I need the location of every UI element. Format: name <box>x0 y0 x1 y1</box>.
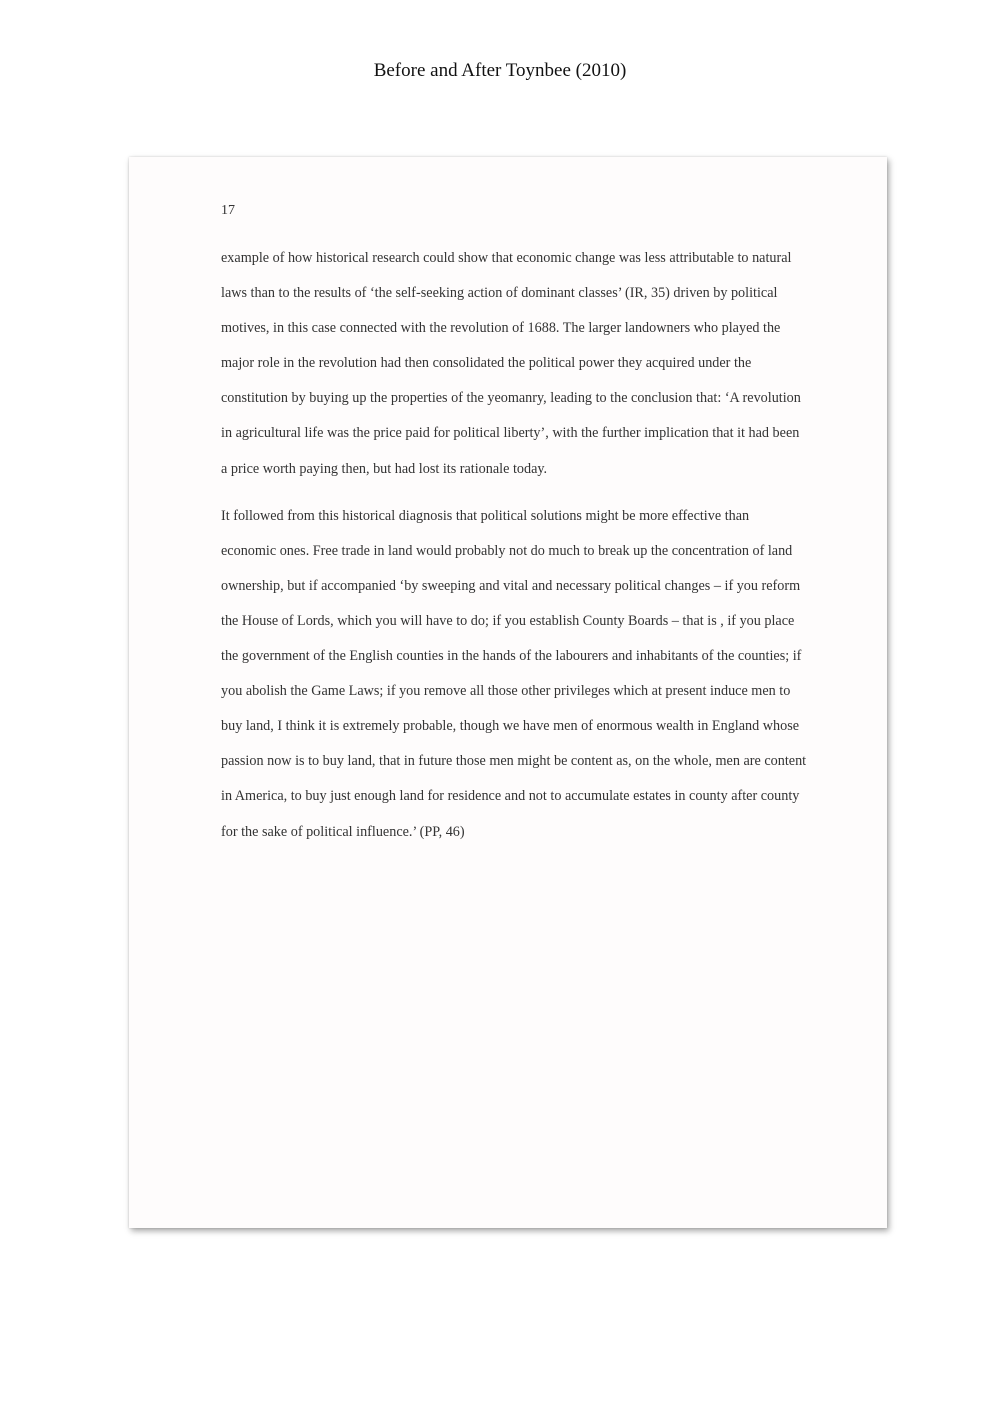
document-header-title: Before and After Toynbee (2010) <box>373 60 627 81</box>
paragraph: example of how historical research could show that economic change was less attributable to natural laws than to the results of ‘the self-seeking action of dominant classes’ (IR, 35) driven by political motives, in this case connected with the revolution of 1688. The larger landowners who played the major role in the revolution had then consolidated the political power they acquired under the constitution by buying up the properties of the yeomanry, leading to the conclusion that: ‘A revolution in agricultural life was the price paid for political liberty’, with the further implication that it had been a price worth paying then, but had lost its rationale today. <box>221 250 801 477</box>
page-sheet <box>129 157 887 1228</box>
body-text <box>221 241 807 862</box>
paragraph: It followed from this historical diagnosis that political solutions might be more effective than economic ones. Free trade in land would probably not do much to break up the concentration of land ownership, but if accompanied ‘by sweeping and vital and necessary political changes – if you reform the House of Lords, which you will have to do; if you establish County Boards – that is , if you place the government of the English counties in the hands of the labourers and inhabitants of the counties; if you abolish the Game Laws; if you remove all those other privileges which at present induce men to buy land, I think it is extremely probable, though we have men of enormous wealth in England whose passion now is to buy land, that in future those men might be content as, on the whole, men are content in America, to buy just enough land for residence and not to accumulate estates in county after county for the sake of political influence.’ (PP, 46) <box>221 507 807 840</box>
page-number: 17 <box>221 203 235 218</box>
